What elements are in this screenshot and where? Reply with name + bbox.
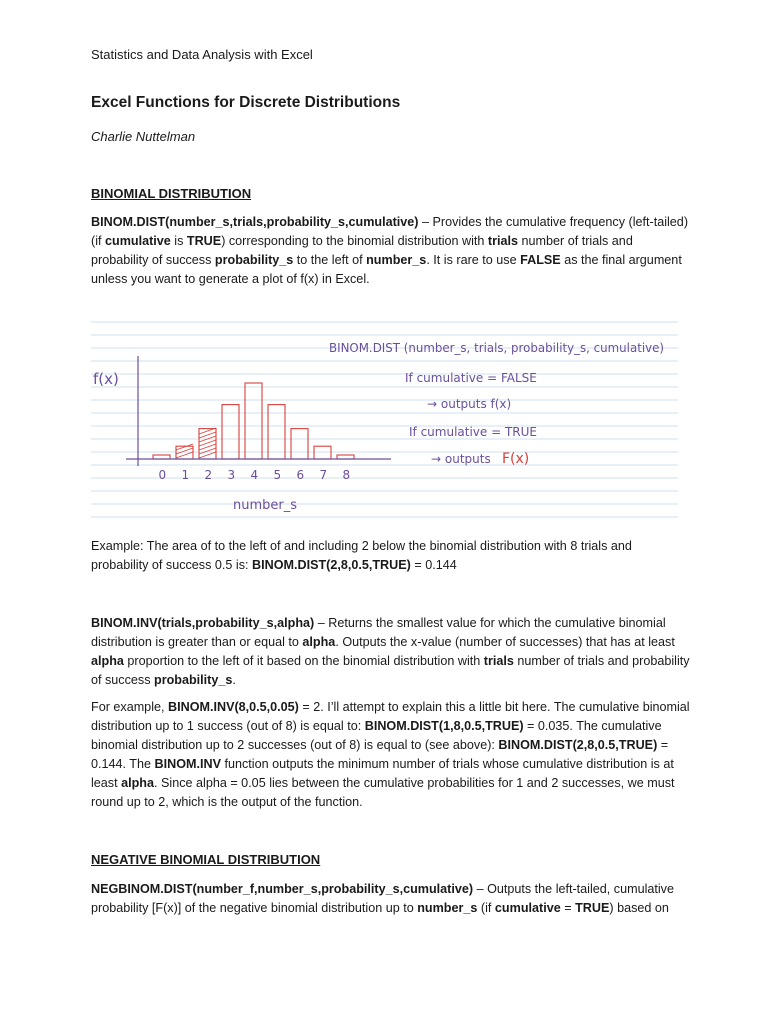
binom-dist-paragraph [91,213,691,289]
negbinomial-heading: NEGATIVE BINOMIAL DISTRIBUTION [91,852,321,867]
text-run: number of trials and probability of success [91,654,690,687]
negbinom-dist-paragraph [91,880,691,918]
course-header: Statistics and Data Analysis with Excel [91,47,313,62]
text-run: ) based on [609,901,669,915]
text-run: as the final argument unless you want to generate a plot of f(x) in Excel. [91,253,682,286]
bold-term: alpha [121,776,155,790]
text-run: to the left of [293,253,367,267]
bold-term: alpha [91,654,124,668]
bold-term: NEGBINOM.DIST(number_f,number_s,probability_s,cumulative) [91,882,474,896]
bold-term: BINOM.DIST(number_s,trials,probability_s,cumulative) [91,215,419,229]
binom-inv-paragraph [91,614,691,690]
text-run: – Returns the smallest value for which the cumulative binomial distribution is greater than or equal to [91,616,666,649]
author-name: Charlie Nuttelman [91,129,196,144]
bold-term: cumulative [105,234,171,248]
text-run: For example, [91,700,168,714]
document-title: Excel Functions for Discrete Distributions [91,94,401,111]
bold-term: alpha [302,635,336,649]
text-run: = 0.035. The cumulative binomial distribution up to 2 successes (out of 8) is equal to (see above): [91,719,662,752]
note-true-output: → outputs [431,452,491,466]
sketch-formula: BINOM.DIST (number_s, trials, probability_s, cumulative) [329,340,664,355]
text-run: . Since alpha = 0.05 lies between the cumulative probabilities for 1 and 2 successes, we must round up to 2, which is the output of the function. [91,776,675,809]
bold-term: BINOM.INV(8,0.5,0.05) [168,700,299,714]
text-run: Example: The area of to the left of and including 2 below the binomial distribution with 8 trials and probability of success 0.5 is: [91,539,632,572]
histogram-bar [291,429,308,459]
x-tick-label: 4 [250,468,259,482]
text-run: (if [477,901,495,915]
text-run: – Outputs the left-tailed, cumulative probability [F(x)] of the negative binomial distribution up to [91,882,674,915]
text-run: function outputs the minimum number of trials whose cumulative distribution is at least [91,757,674,790]
note-false-output: → outputs f(x) [427,397,512,411]
bold-term: trials [483,654,514,668]
x-tick-label: 1 [181,468,190,482]
bold-term: cumulative [494,901,561,915]
binom-example-paragraph [91,537,691,575]
text-run: = 2. I’ll attempt to explain this a little bit here. The cumulative binomial distribution up to 1 success (out of 8) is equal to: [91,700,690,733]
note-true-output-fx: F(x) [502,451,530,467]
bold-term: BINOM.DIST(2,8,0.5,TRUE) [498,738,658,752]
text-run: . Outputs the x-value (number of successes) that has at least [335,635,675,649]
text-run: = [560,901,576,915]
text-run: . [232,673,236,687]
bold-term: FALSE [520,253,561,267]
x-tick-label: 8 [342,468,351,482]
binom-inv-example-paragraph [91,698,691,812]
bold-term: BINOM.DIST(1,8,0.5,TRUE) [364,719,524,733]
text-run: ) corresponding to the binomial distribution with [221,234,488,248]
x-tick-label: 6 [296,468,305,482]
binomial-heading: BINOMIAL DISTRIBUTION [91,186,252,201]
bold-term: BINOM.DIST(2,8,0.5,TRUE) [252,558,411,572]
note-false: If cumulative = FALSE [405,371,537,385]
note-true: If cumulative = TRUE [409,425,538,439]
x-tick-label: 5 [273,468,282,482]
text-run: is [170,234,187,248]
bold-term: TRUE [575,901,610,915]
histogram-bars [153,383,354,459]
bold-term: BINOM.INV [154,757,221,771]
bold-term: probability_s [154,673,233,687]
text-run: = 0.144. The [91,738,669,771]
x-tick-labels [159,468,351,482]
x-tick-label: 3 [227,468,236,482]
y-axis-label: f(x) [93,370,119,388]
bold-term: probability_s [214,253,294,267]
text-run: = 0.144 [410,558,457,572]
text-run: number of trials and probability of success [91,234,633,267]
text-run: – Provides the cumulative frequency (left-tailed) (if [91,215,689,248]
x-tick-label: 2 [204,468,213,482]
x-axis-label: number_s [233,498,298,513]
text-run: proportion to the left of it based on the binomial distribution with [123,654,484,668]
x-tick-label: 0 [158,468,167,482]
x-tick-label: 7 [319,468,328,482]
text-run: . It is rare to use [426,253,521,267]
histogram-bar [245,383,262,459]
bold-term: TRUE [186,234,222,248]
bold-term: BINOM.INV(trials,probability_s,alpha) [91,616,315,630]
bold-term: number_s [417,901,478,915]
bold-term: number_s [366,253,427,267]
histogram-bar [314,446,331,459]
handwritten-sketch [91,316,678,526]
bold-term: trials [487,234,519,248]
